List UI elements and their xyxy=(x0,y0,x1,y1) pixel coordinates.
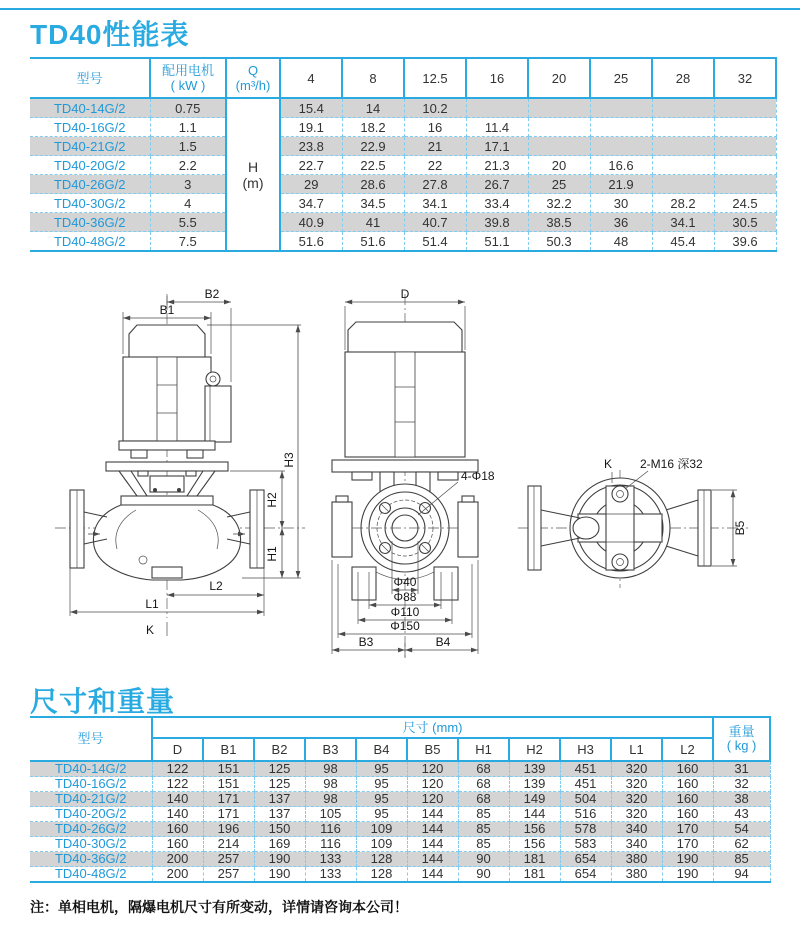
weight-cell: 62 xyxy=(713,837,770,852)
head-value-cell: 41 xyxy=(342,213,404,232)
dimension-cell: 128 xyxy=(356,867,407,883)
dim-col-L2: L2 xyxy=(662,738,713,761)
dim-label-h3: H3 xyxy=(282,452,296,468)
dimension-cell: 160 xyxy=(152,822,203,837)
dimension-cell: 144 xyxy=(407,822,458,837)
dim-label-phi88: Φ88 xyxy=(393,590,417,604)
dimension-cell: 125 xyxy=(254,777,305,792)
dim-table-row xyxy=(30,807,770,822)
head-unit-line1: H xyxy=(247,158,259,175)
head-value-cell xyxy=(466,98,528,118)
head-value-cell xyxy=(714,175,776,194)
dimension-cell: 95 xyxy=(356,792,407,807)
pump-top-view xyxy=(518,457,748,588)
head-value-cell xyxy=(714,156,776,175)
head-value-cell: 30 xyxy=(590,194,652,213)
dim-col-model: 型号 xyxy=(30,717,152,761)
weight-cell: 85 xyxy=(713,852,770,867)
dimension-cell: 181 xyxy=(509,852,560,867)
dimension-cell: 109 xyxy=(356,837,407,852)
head-value-cell: 22.5 xyxy=(342,156,404,175)
head-value-cell: 16 xyxy=(404,118,466,137)
callout-thread: 2-M16 深32 xyxy=(640,457,703,471)
dimension-cell: 144 xyxy=(407,837,458,852)
dimension-cell: 320 xyxy=(611,761,662,777)
dimension-cell: 68 xyxy=(458,777,509,792)
head-value-cell: 18.2 xyxy=(342,118,404,137)
head-value-cell xyxy=(652,175,714,194)
dimension-cell: 340 xyxy=(611,837,662,852)
dimension-cell: 196 xyxy=(203,822,254,837)
model-cell: TD40-36G/2 xyxy=(30,213,150,232)
head-value-cell: 33.4 xyxy=(466,194,528,213)
dim-table-row xyxy=(30,777,770,792)
head-value-cell: 34.5 xyxy=(342,194,404,213)
head-value-cell: 21.3 xyxy=(466,156,528,175)
power-cell: 7.5 xyxy=(150,232,226,252)
power-cell: 0.75 xyxy=(150,98,226,118)
head-unit-line2: (m) xyxy=(242,174,264,191)
weight-cell: 94 xyxy=(713,867,770,883)
dimension-cell: 654 xyxy=(560,852,611,867)
footnote: 注：单相电机，隔爆电机尺寸有所变动，详情请咨询本公司！ xyxy=(30,899,408,915)
dimension-cell: 85 xyxy=(458,807,509,822)
dimension-cell: 116 xyxy=(305,822,356,837)
dimension-cell: 170 xyxy=(662,822,713,837)
dimension-cell: 160 xyxy=(152,837,203,852)
dimension-cell: 190 xyxy=(254,867,305,883)
perf-table-row xyxy=(30,194,776,213)
head-value-cell: 28.6 xyxy=(342,175,404,194)
dimension-cell: 340 xyxy=(611,822,662,837)
dim-col-weight xyxy=(713,717,770,761)
dimension-cell: 190 xyxy=(254,852,305,867)
dimension-cell: 200 xyxy=(152,867,203,883)
dimension-cell: 169 xyxy=(254,837,305,852)
dim-col-L1: L1 xyxy=(611,738,662,761)
head-value-cell: 22.7 xyxy=(280,156,342,175)
perf-col-q32: 32 xyxy=(714,58,776,98)
perf-col-motor xyxy=(150,58,226,98)
q-header-line2: (m³/h) xyxy=(235,78,271,93)
dimension-cell: 190 xyxy=(662,867,713,883)
dimension-cell: 160 xyxy=(662,807,713,822)
head-value-cell: 19.1 xyxy=(280,118,342,137)
callout-bolt-holes: 4-Φ18 xyxy=(461,469,495,483)
head-value-cell: 45.4 xyxy=(652,232,714,252)
perf-col-model: 型号 xyxy=(30,58,150,98)
head-value-cell: 32.2 xyxy=(528,194,590,213)
model-cell: TD40-21G/2 xyxy=(30,792,152,807)
perf-col-q16: 16 xyxy=(466,58,528,98)
dimension-cell: 98 xyxy=(305,777,356,792)
head-value-cell: 11.4 xyxy=(466,118,528,137)
dimension-cell: 380 xyxy=(611,867,662,883)
dimension-cell: 144 xyxy=(509,807,560,822)
model-cell: TD40-26G/2 xyxy=(30,175,150,194)
dimension-cell: 144 xyxy=(407,807,458,822)
dim-label-h1: H1 xyxy=(265,546,279,562)
power-cell: 3 xyxy=(150,175,226,194)
dimension-cell: 116 xyxy=(305,837,356,852)
dimension-cell: 181 xyxy=(509,867,560,883)
dimension-cell: 451 xyxy=(560,761,611,777)
dim-label-phi150: Φ150 xyxy=(390,619,420,633)
model-cell: TD40-16G/2 xyxy=(30,777,152,792)
dimension-cell: 139 xyxy=(509,777,560,792)
head-value-cell: 29 xyxy=(280,175,342,194)
head-value-cell: 39.8 xyxy=(466,213,528,232)
dimension-cell: 156 xyxy=(509,822,560,837)
weight-cell: 31 xyxy=(713,761,770,777)
dim-label-h2: H2 xyxy=(265,492,279,508)
perf-table-row xyxy=(30,137,776,156)
dimension-cell: 320 xyxy=(611,777,662,792)
head-value-cell xyxy=(652,98,714,118)
dimension-cell: 95 xyxy=(356,807,407,822)
dim-col-B1: B1 xyxy=(203,738,254,761)
dimension-cell: 120 xyxy=(407,777,458,792)
dimension-cell: 190 xyxy=(662,852,713,867)
head-value-cell xyxy=(590,98,652,118)
dimension-cell: 68 xyxy=(458,761,509,777)
head-value-cell: 28.2 xyxy=(652,194,714,213)
perf-table-row xyxy=(30,118,776,137)
dimension-cell: 120 xyxy=(407,761,458,777)
dimension-cell: 133 xyxy=(305,867,356,883)
dimension-cell: 320 xyxy=(611,807,662,822)
dim-table-row xyxy=(30,761,770,777)
dimension-cell: 583 xyxy=(560,837,611,852)
perf-col-q8: 8 xyxy=(342,58,404,98)
dimension-cell: 122 xyxy=(152,761,203,777)
dimension-cell: 257 xyxy=(203,852,254,867)
head-value-cell: 36 xyxy=(590,213,652,232)
dimension-cell: 68 xyxy=(458,792,509,807)
dim-label-b3: B3 xyxy=(358,635,374,649)
head-value-cell: 38.5 xyxy=(528,213,590,232)
dimension-cell: 160 xyxy=(662,792,713,807)
weight-cell: 38 xyxy=(713,792,770,807)
dimension-cell: 144 xyxy=(407,867,458,883)
head-value-cell: 27.8 xyxy=(404,175,466,194)
model-cell: TD40-26G/2 xyxy=(30,822,152,837)
model-cell: TD40-30G/2 xyxy=(30,837,152,852)
head-value-cell: 25 xyxy=(528,175,590,194)
dim-header-row1 xyxy=(30,717,770,738)
pump-front-view xyxy=(55,287,305,637)
head-value-cell xyxy=(528,137,590,156)
perf-col-q20: 20 xyxy=(528,58,590,98)
head-unit-cell xyxy=(226,98,280,251)
weight-cell: 43 xyxy=(713,807,770,822)
head-value-cell: 50.3 xyxy=(528,232,590,252)
dimension-cell: 149 xyxy=(509,792,560,807)
dim-label-b4: B4 xyxy=(435,635,451,649)
perf-table-row xyxy=(30,98,776,118)
dim-col-B2: B2 xyxy=(254,738,305,761)
dimension-cell: 200 xyxy=(152,852,203,867)
weight-cell: 54 xyxy=(713,822,770,837)
dim-table-row xyxy=(30,822,770,837)
dimensions-table xyxy=(30,716,771,883)
model-cell: TD40-20G/2 xyxy=(30,807,152,822)
model-cell: TD40-30G/2 xyxy=(30,194,150,213)
head-value-cell xyxy=(590,118,652,137)
head-value-cell xyxy=(714,118,776,137)
model-cell: TD40-48G/2 xyxy=(30,232,150,252)
dim-col-B4: B4 xyxy=(356,738,407,761)
head-value-cell: 40.9 xyxy=(280,213,342,232)
head-value-cell: 34.7 xyxy=(280,194,342,213)
dimension-cell: 140 xyxy=(152,792,203,807)
model-cell: TD40-16G/2 xyxy=(30,118,150,137)
dimension-cell: 125 xyxy=(254,761,305,777)
model-cell: TD40-21G/2 xyxy=(30,137,150,156)
dimension-cell: 128 xyxy=(356,852,407,867)
dimension-cell: 90 xyxy=(458,852,509,867)
dim-label-d: D xyxy=(400,287,410,301)
dim-col-B5: B5 xyxy=(407,738,458,761)
dim-col-H1: H1 xyxy=(458,738,509,761)
model-cell: TD40-14G/2 xyxy=(30,761,152,777)
power-cell: 2.2 xyxy=(150,156,226,175)
head-value-cell: 23.8 xyxy=(280,137,342,156)
head-value-cell: 14 xyxy=(342,98,404,118)
dimension-cell: 151 xyxy=(203,777,254,792)
dimension-cell: 160 xyxy=(662,761,713,777)
dimensions-title: 尺寸和重量 xyxy=(30,686,176,717)
dim-col-D: D xyxy=(152,738,203,761)
weight-header-line1: 重量 xyxy=(728,724,755,739)
dim-table-row xyxy=(30,867,770,883)
power-cell: 5.5 xyxy=(150,213,226,232)
dimension-cell: 516 xyxy=(560,807,611,822)
dim-group-header: 尺寸 (mm) xyxy=(152,717,713,738)
model-cell: TD40-36G/2 xyxy=(30,852,152,867)
perf-table-row xyxy=(30,156,776,175)
dimension-cell: 98 xyxy=(305,792,356,807)
dimension-cell: 451 xyxy=(560,777,611,792)
dim-label-l1: L1 xyxy=(145,597,159,611)
dimension-cell: 380 xyxy=(611,852,662,867)
head-value-cell: 51.4 xyxy=(404,232,466,252)
dimension-cell: 105 xyxy=(305,807,356,822)
dimension-cell: 214 xyxy=(203,837,254,852)
dim-label-k-top: K xyxy=(603,457,613,471)
dimension-cell: 151 xyxy=(203,761,254,777)
head-value-cell: 26.7 xyxy=(466,175,528,194)
head-value-cell xyxy=(652,118,714,137)
dimension-cell: 139 xyxy=(509,761,560,777)
head-value-cell: 22 xyxy=(404,156,466,175)
pump-side-view xyxy=(332,287,495,658)
head-value-cell: 10.2 xyxy=(404,98,466,118)
head-value-cell xyxy=(652,137,714,156)
head-value-cell xyxy=(714,137,776,156)
dimension-cell: 98 xyxy=(305,761,356,777)
performance-title: TD40性能表 xyxy=(30,19,190,50)
perf-col-q28: 28 xyxy=(652,58,714,98)
dimension-cell: 137 xyxy=(254,792,305,807)
head-value-cell: 39.6 xyxy=(714,232,776,252)
head-value-cell: 34.1 xyxy=(652,213,714,232)
head-value-cell: 51.6 xyxy=(342,232,404,252)
dim-label-b2: B2 xyxy=(204,287,220,301)
model-cell: TD40-14G/2 xyxy=(30,98,150,118)
head-value-cell: 24.5 xyxy=(714,194,776,213)
dimension-cell: 171 xyxy=(203,807,254,822)
dim-label-phi110: Φ110 xyxy=(390,605,420,619)
dimension-cell: 160 xyxy=(662,777,713,792)
dimension-cell: 120 xyxy=(407,792,458,807)
head-value-cell: 30.5 xyxy=(714,213,776,232)
head-value-cell: 51.6 xyxy=(280,232,342,252)
dimension-cell: 156 xyxy=(509,837,560,852)
dimension-cell: 257 xyxy=(203,867,254,883)
head-value-cell: 21 xyxy=(404,137,466,156)
perf-col-q12.5: 12.5 xyxy=(404,58,466,98)
perf-col-q4: 4 xyxy=(280,58,342,98)
head-value-cell xyxy=(528,98,590,118)
dimension-cell: 578 xyxy=(560,822,611,837)
dimension-cell: 320 xyxy=(611,792,662,807)
perf-col-q25: 25 xyxy=(590,58,652,98)
dimension-cell: 171 xyxy=(203,792,254,807)
dim-col-H2: H2 xyxy=(509,738,560,761)
perf-table-row xyxy=(30,232,776,252)
head-value-cell: 22.9 xyxy=(342,137,404,156)
dim-label-phi40: Φ40 xyxy=(393,575,417,589)
dim-table-row xyxy=(30,852,770,867)
head-value-cell: 51.1 xyxy=(466,232,528,252)
pump-dimension-drawings xyxy=(0,272,800,672)
model-cell: TD40-20G/2 xyxy=(30,156,150,175)
dimension-cell: 144 xyxy=(407,852,458,867)
dimension-cell: 654 xyxy=(560,867,611,883)
dimension-cell: 90 xyxy=(458,867,509,883)
dim-table-row xyxy=(30,837,770,852)
performance-table xyxy=(30,57,777,252)
dim-label-b1: B1 xyxy=(159,303,175,317)
dim-col-H3: H3 xyxy=(560,738,611,761)
dimension-cell: 122 xyxy=(152,777,203,792)
head-value-cell xyxy=(528,118,590,137)
power-cell: 1.5 xyxy=(150,137,226,156)
dim-label-l2: L2 xyxy=(209,579,223,593)
q-header-line1: Q xyxy=(247,63,259,78)
perf-header-row xyxy=(30,58,776,98)
dimension-cell: 504 xyxy=(560,792,611,807)
power-cell: 1.1 xyxy=(150,118,226,137)
dimension-cell: 133 xyxy=(305,852,356,867)
dimension-cell: 140 xyxy=(152,807,203,822)
dimension-cell: 85 xyxy=(458,822,509,837)
power-cell: 4 xyxy=(150,194,226,213)
head-value-cell: 16.6 xyxy=(590,156,652,175)
head-value-cell: 34.1 xyxy=(404,194,466,213)
perf-table-row xyxy=(30,213,776,232)
weight-header-line2: ( kg ) xyxy=(726,738,757,753)
head-value-cell xyxy=(652,156,714,175)
weight-cell: 32 xyxy=(713,777,770,792)
dimension-cell: 137 xyxy=(254,807,305,822)
model-cell: TD40-48G/2 xyxy=(30,867,152,883)
perf-table-row xyxy=(30,175,776,194)
top-divider xyxy=(0,8,800,10)
motor-header-line2: ( kW ) xyxy=(170,78,206,93)
head-value-cell xyxy=(590,137,652,156)
dimension-cell: 95 xyxy=(356,761,407,777)
head-value-cell: 20 xyxy=(528,156,590,175)
head-value-cell: 21.9 xyxy=(590,175,652,194)
dimension-cell: 109 xyxy=(356,822,407,837)
dimension-cell: 150 xyxy=(254,822,305,837)
head-value-cell: 15.4 xyxy=(280,98,342,118)
dimension-cell: 95 xyxy=(356,777,407,792)
head-value-cell: 40.7 xyxy=(404,213,466,232)
motor-header-line1: 配用电机 xyxy=(161,63,214,78)
dimension-cell: 85 xyxy=(458,837,509,852)
dim-table-row xyxy=(30,792,770,807)
head-value-cell: 48 xyxy=(590,232,652,252)
dim-label-b5: B5 xyxy=(733,520,747,536)
dimension-cell: 170 xyxy=(662,837,713,852)
dim-label-k-front: K xyxy=(145,623,155,637)
head-value-cell xyxy=(714,98,776,118)
dim-col-B3: B3 xyxy=(305,738,356,761)
head-value-cell: 17.1 xyxy=(466,137,528,156)
perf-col-flow xyxy=(226,58,280,98)
